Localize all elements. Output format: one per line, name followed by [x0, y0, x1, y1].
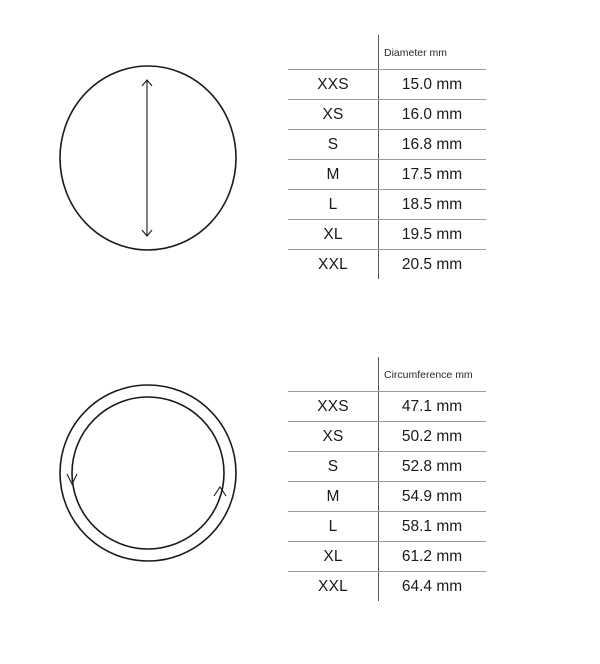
- table-row: [288, 451, 486, 481]
- diameter-ring-circle: [60, 66, 236, 250]
- circumference-ring-inner: [72, 397, 224, 549]
- diameter-value: 16.0 mm: [401, 105, 463, 123]
- circumference-value: 58.1 mm: [401, 517, 463, 535]
- circumference-ring-outer: [60, 385, 236, 561]
- size-label: XXS: [317, 397, 349, 415]
- diameter-value: 15.0 mm: [401, 75, 463, 93]
- table-header: [288, 357, 486, 391]
- table-row: [288, 219, 486, 249]
- size-label: XXS: [317, 75, 349, 93]
- table-row: [288, 189, 486, 219]
- size-label: XS: [322, 427, 344, 445]
- size-label: S: [327, 135, 339, 153]
- size-label: XS: [322, 105, 344, 123]
- diameter-size-table: [288, 35, 486, 279]
- diameter-value: 19.5 mm: [401, 225, 463, 243]
- table-row: [288, 541, 486, 571]
- circumference-value: 47.1 mm: [401, 397, 463, 415]
- diameter-value: 18.5 mm: [401, 195, 463, 213]
- table-row: [288, 99, 486, 129]
- table-row: [288, 391, 486, 421]
- size-label: S: [327, 457, 339, 475]
- size-label: M: [326, 165, 340, 183]
- circumference-value: 52.8 mm: [401, 457, 463, 475]
- table-row: [288, 159, 486, 189]
- size-label: XL: [323, 547, 343, 565]
- circumference-column-header: Circumference mm: [384, 369, 473, 381]
- size-label: XXL: [318, 577, 348, 595]
- diameter-value: 20.5 mm: [401, 255, 463, 273]
- circumference-size-table: [288, 357, 486, 601]
- table-header: [288, 35, 486, 69]
- circumference-value: 50.2 mm: [401, 427, 463, 445]
- size-label: XXL: [318, 255, 348, 273]
- table-row: [288, 421, 486, 451]
- size-label: M: [326, 487, 340, 505]
- circumference-arrow-right-icon: [214, 487, 226, 496]
- table-row: [288, 129, 486, 159]
- circumference-diagram: [60, 385, 236, 561]
- table-row: [288, 511, 486, 541]
- table-row: [288, 571, 486, 601]
- diameter-column-header: Diameter mm: [384, 47, 448, 59]
- size-label: L: [328, 195, 338, 213]
- size-label: XL: [323, 225, 343, 243]
- table-row: [288, 249, 486, 279]
- circumference-value: 54.9 mm: [401, 487, 463, 505]
- diameter-value: 16.8 mm: [401, 135, 463, 153]
- size-label: L: [328, 517, 338, 535]
- circumference-value: 64.4 mm: [401, 577, 463, 595]
- diameter-diagram: [60, 66, 236, 250]
- diameter-value: 17.5 mm: [401, 165, 463, 183]
- circumference-value: 61.2 mm: [401, 547, 463, 565]
- table-row: [288, 481, 486, 511]
- table-row: [288, 69, 486, 99]
